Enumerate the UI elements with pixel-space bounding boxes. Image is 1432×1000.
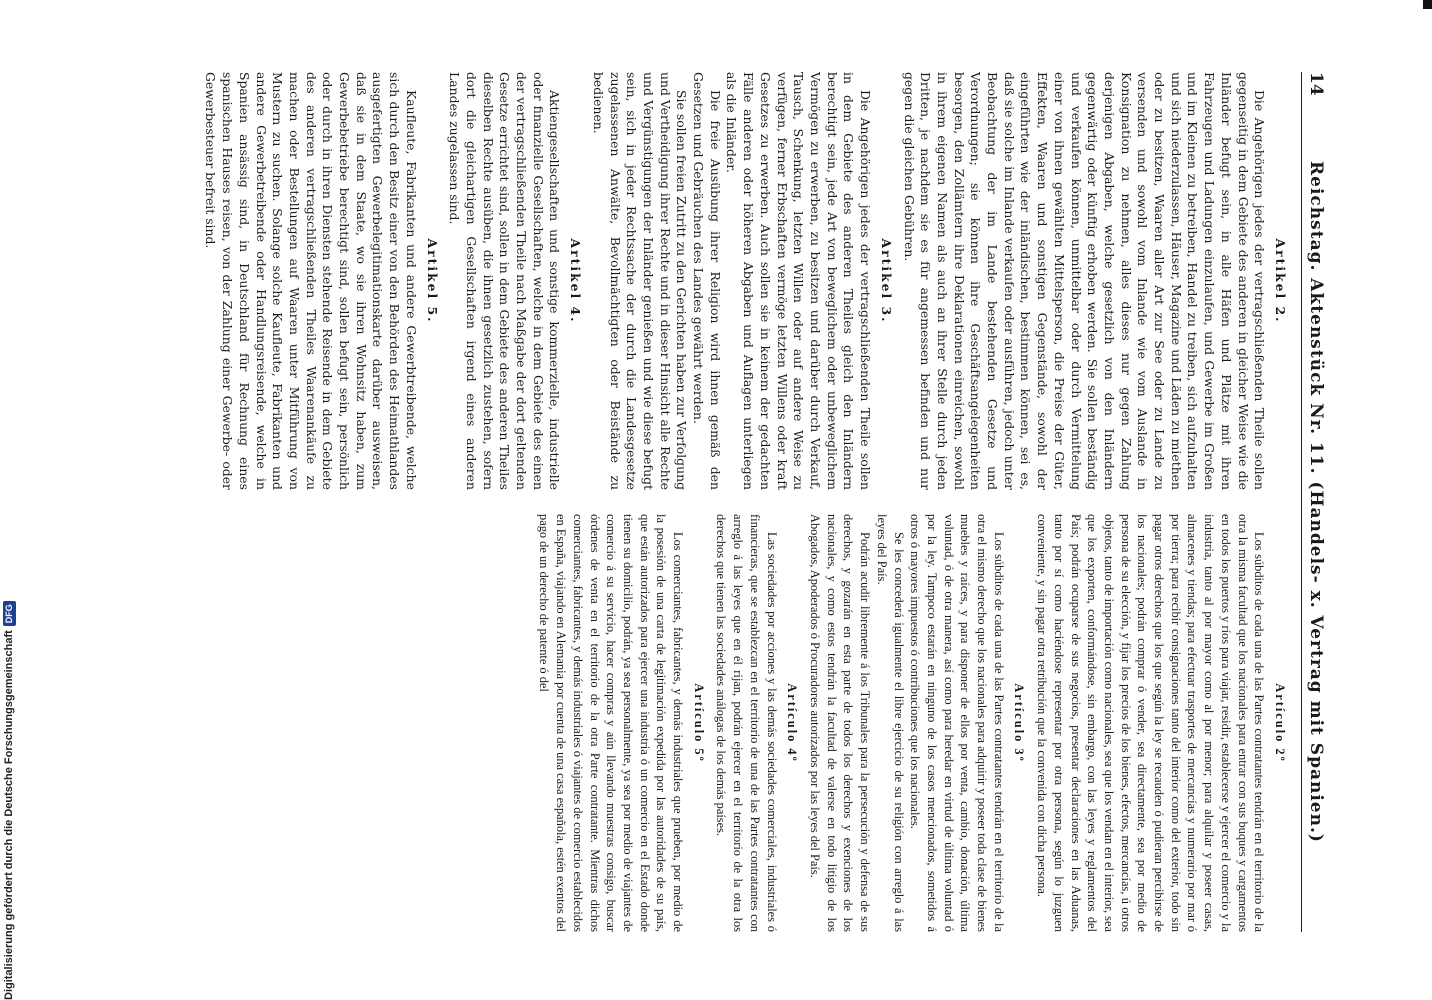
- article-heading: Artículo 5º: [691, 683, 706, 763]
- article-paragraph: Los súbditos de cada una de las Partes contratantes tendrán en el territorio de la otra el mismo derecho que los nacionales para adquirir y poseer toda clase de bienes muebles y raíces, y para disponer de ellos por venta, cambio, donación, última voluntad, ó de otra manera, así como para heredar en virtud de última voluntad ó por la ley. Tampoco estarán en ninguno de los casos mencionados, sometidos á otros ó mayores impuestos ó contribuciones que los nacionales.: [908, 514, 1006, 932]
- article-heading: Artikel 2.: [1273, 238, 1288, 324]
- article-paragraph: Die freie Ausübung ihrer Religion wird ihnen gemäß den Gesetzen und Gebräuchen des Landes gewährt werden.: [691, 72, 723, 490]
- running-title: Reichstag. Aktenstück Nr. 11. (Handels- x. Vertrag mit Spanien.): [1306, 161, 1326, 843]
- article-paragraph: Aktiengesellschaften und sonstige kommerzielle, industrielle oder finanzielle Gesellschaften, welche in dem Gebiete des einen der vertragschließenden Theile nach Maßgabe der dort geltenden Gesetze errichtet sind, sollen in dem Gebiete des anderen Theiles dieselben Rechte ausüben, die ihnen gesetzlich zustehen, sofern dort die gleichartigen Gesellschaften irgend eines anderen Landes zugelassen sind.: [447, 72, 563, 490]
- article-heading: Artículo 2º: [1273, 683, 1287, 763]
- page-number: 14: [1306, 72, 1326, 96]
- article-paragraph: Los súbditos de cada una de las Partes contratantes tendrán en el territorio de la otra la misma facultad que los nacionales para entrar con sus buques y cargamentos en todos los puertos y ríos para viajar, residir, establecerse y ejercer el comercio y la industria, tanto al por mayor como al por menor; para alquilar y poseer casas, almacenes y tiendas; para efectuar trasportes de mercancías y numerario por mar ó por tierra; para recibir consignaciones tanto del interior como del exterior, todo sin pagar otros derechos que los que según la ley se recauden ó pudieran percibirse de los nacionales; podrán comprar ó vender, sea directamente, sea por medio de persona de su elección, y fijar los precios de los bienes, efectos, mercancías, ú otros objetos, tanto de importación como nacionales, sea que los vendan en el interior, sea que los exporten, conformándose, sin embargo, con las leyes y reglamentos del País; podrán ocuparse de sus negocios, presentar declaraciones en las Aduanas, tanto por sí como haciéndose representar por otra persona, según lo juzguen conveniente, y sin pagar otra retribución que la convenida con dicha persona.: [1035, 514, 1267, 932]
- article-paragraph: Kaufleute, Fabrikanten und andere Gewerbtreibende, welche sich durch den Besitz einer von den Behörden des Heimathlandes ausgefertigten Gewerbelegitimationskarte darüber ausweisen, daß sie in dem Staate, wo sie ihren Wohnsitz haben, zum Gewerbebetriebe berechtigt sind, sollen befugt sein, persönlich oder durch in ihren Diensten stehende Reisende in dem Gebiete des anderen vertragschließenden Theiles Waarenankäufe zu machen oder Bestellungen auf Waaren unter Mitführung von Mustern zu suchen. Solange solche Kaufleute, Fabrikanten und andere Gewerbetreibende oder Handlungsreisende, welche in Spanien ansässig sind, in Deutschland für Rechnung eines spanischen Hauses reisen, von der Zahlung einer Gewerbe- oder Gewerbesteuer befreit sind.: [203, 72, 419, 490]
- scan-corner-mark: [1423, 0, 1432, 9]
- article-heading: Artículo 4º: [785, 683, 800, 763]
- german-column: [64, 72, 1294, 490]
- article-paragraph: Die Angehörigen jedes der vertragschließenden Theile sollen in dem Gebiete des anderen Theiles gleich den Inländern berechtigt sein, jede Art von beweglichem oder unbeweglichem Vermögen zu erwerben, zu besitzen und darüber durch Verkauf, Tausch, Schenkung, letzten Willen oder auf andere Weise zu verfügen, ferner Erbschaften vermöge letzten Willens oder kraft Gesetzes zu erwerben. Auch sollen sie in keinem der gedachten Fälle anderen oder höheren Abgaben und Auflagen unterliegen als die Inländer.: [724, 72, 874, 490]
- article-heading: Artículo 3º: [1012, 683, 1027, 763]
- dfg-logo: DFG: [3, 601, 16, 626]
- credit-text: Digitalisierung gefördert durch die Deutsche Forschungsgemeinschaft: [3, 630, 15, 1000]
- digitization-credit: [1, 600, 17, 1000]
- article-paragraph: Las sociedades por acciones y las demás sociedades comerciales, industriales ó financieras, que se establezcan en el territorio de una de las Partes contratantes con arreglo á las leyes que en él rijan, podrán ejercer en el territorio de la otra los derechos que tienen las sociedades análogas de los demás países.: [714, 514, 779, 932]
- article-paragraph: Se les concederá igualmente el libre ejercicio de su religión con arreglo á las leyes del País.: [874, 514, 906, 932]
- article-paragraph: Die Angehörigen jedes der vertragschließenden Theile sollen gegenseitig in dem Gebiete des anderen in gleicher Weise wie die Inländer befugt sein, in alle Häfen und Plätze mit ihren Fahrzeugen und Ladungen einzulaufen, und Gewerbe im Großen und im Kleinen zu betreiben, Handel zu treiben, sich aufzuhalten und sich niederzulassen, Häuser, Magazine und Läden zu miethen oder zu besitzen, Waaren aller Art zur See oder zu Lande zu versenden und sowohl vom Inlande wie vom Auslande in Konsignation zu nehmen, alles dieses nur gegen Zahlung derjenigen Abgaben, welche gesetzlich von den Inländern gegenwärtig oder künftig erhoben werden. Sie sollen beständig und verkaufen können, unmittelbar oder durch Vermittelung einer von ihnen gewählten Mittelsperson, die Preise der Güter, Effekten, Waaren und sonstigen Gegenstände, sowohl der eingeführten wie der inländischen, bestimmen können, sei es, daß sie solche im Inlande verkaufen oder ausführen, jedoch unter Beobachtung der im Lande bestehenden Gesetze und Verordnungen; sie können ihre Geschäftsangelegenheiten besorgen, den Zollämtern ihre Deklarationen einreichen, sowohl in ihrem eigenen Namen als auch an ihrer Stelle durch jeden Dritten, je nachdem sie es für angemessen befinden und nur gegen die gleichen Gebühren.: [901, 72, 1268, 490]
- article-paragraph: Sie sollen freien Zutritt zu den Gerichten haben zur Verfolgung und Vertheidigung ihrer Rechte und in dieser Hinsicht alle Rechte und Vergünstigungen der Inländer genießen und wie diese befugt sein, sich in jeder Rechtssache der durch die Landesgesetze zugelassenen Anwälte, Bevollmächtigten oder Beistände zu bedienen.: [590, 72, 690, 490]
- article-paragraph: Los comerciantes, fabricantes, y demás industriales que prueben, por medio de la posesión de una carta de legitimación expedida por las autoridades de su país, que están autorizados para ejercer una industria ó un comercio en el Estado donde tienen su domicilio, podrán, ya sea personalmente, ya sea por medio de viajantes de comercio á su servicio, hacer compras y aún llevando muestras consigo, buscar órdenes de venta en el territorio de la otra Parte contratante. Mientras dichos comerciantes, fabricantes, y demás industriales ó viajantes de comercio establecidos en España, viajando en Alemania por cuenta de una casa española, estén exentos del pago de un derecho de patente ó del: [537, 514, 686, 932]
- page-header: [1301, 72, 1342, 932]
- article-heading: Artikel 4.: [568, 238, 584, 324]
- two-column-body: [64, 72, 1294, 932]
- article-heading: Artikel 5.: [424, 238, 440, 324]
- article-paragraph: Podrán acudir libremente á los Tribunales para la persecución y defensa de sus derechos, y gozarán en esta parte de todos los derechos y exenciones de los nacionales, y como estos tendrán la facultad de valerse en todo litigio de los Abogados, Apoderados ó Procuradores autorizados por las leyes del País.: [808, 514, 873, 932]
- article-heading: Artikel 3.: [878, 238, 894, 324]
- spanish-column: [64, 514, 1294, 932]
